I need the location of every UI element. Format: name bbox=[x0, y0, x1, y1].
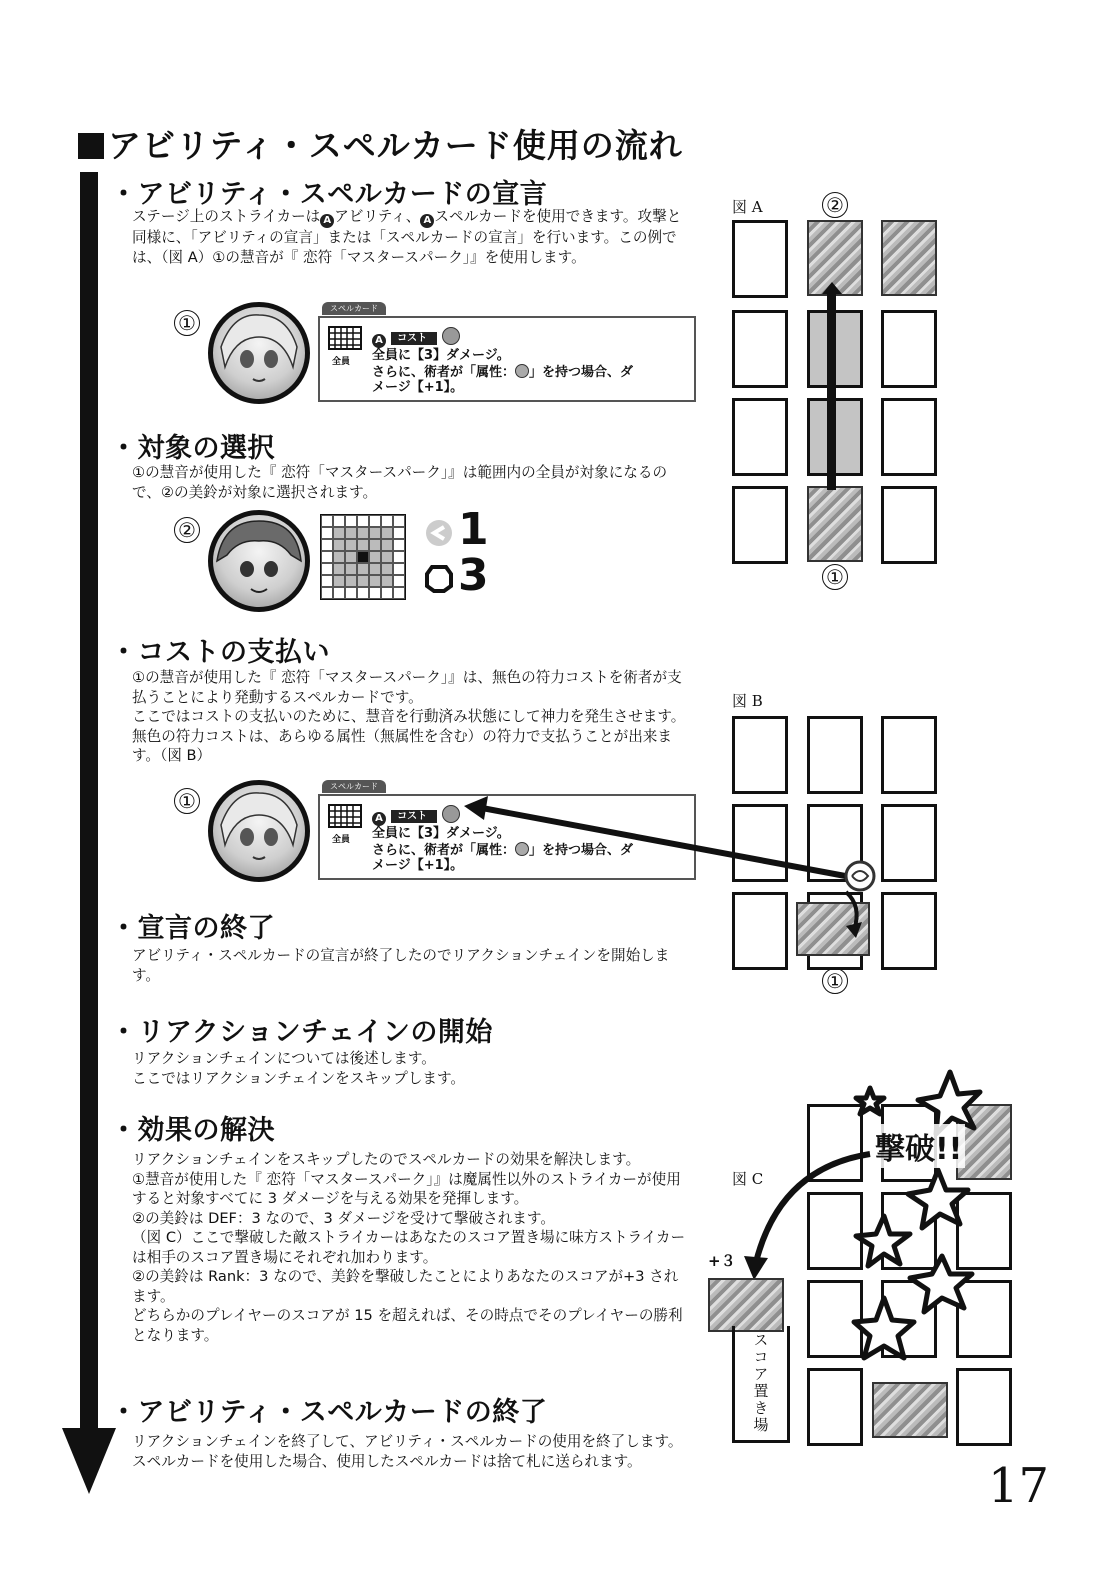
section-heading-chain-start: ・リアクションチェインの開始 bbox=[110, 1017, 493, 1048]
field-slot bbox=[732, 310, 788, 388]
attack-line-arrow-icon bbox=[820, 280, 844, 500]
section-body-declare bbox=[132, 207, 692, 267]
field-slot bbox=[732, 220, 788, 298]
range-label: 全員 bbox=[332, 357, 351, 367]
range-stat-icon bbox=[424, 518, 454, 552]
keine-portrait-b bbox=[208, 780, 310, 882]
spell-a-icon: A bbox=[420, 214, 434, 228]
cost-tag-b: コスト bbox=[391, 810, 437, 823]
page-number: 17 bbox=[988, 1458, 1050, 1514]
field-slot bbox=[881, 398, 937, 476]
card-effect-line1-b: 全員に【3】ダメージ。 bbox=[372, 826, 510, 841]
figure-b-circled-one: ① bbox=[822, 968, 848, 994]
declare-text-2: アビリティ、 bbox=[334, 208, 421, 225]
card-line2-text-b1: さらに、術者が「属性： bbox=[372, 843, 516, 858]
meiling-portrait bbox=[208, 510, 310, 612]
keine-portrait bbox=[208, 302, 310, 404]
declare-text-1: ステージ上のストライカーは bbox=[132, 208, 321, 225]
field-slot bbox=[881, 310, 937, 388]
field-slot bbox=[732, 716, 788, 794]
defeat-label: 撃破!! bbox=[872, 1124, 965, 1168]
section-body-target: ①の慧音が使用した『 恋符「マスタースパーク」』は範囲内の全員が対象になるので、②の美鈴が対象に選択されます。 bbox=[132, 464, 668, 501]
score-plus-label: +３ bbox=[708, 1252, 736, 1270]
figure-a-circled-one: ① bbox=[822, 564, 848, 590]
colorless-cost-icon bbox=[442, 327, 460, 345]
range-label-b: 全員 bbox=[332, 835, 351, 845]
enemy-card-image bbox=[881, 220, 937, 296]
field-slot bbox=[881, 716, 937, 794]
flow-arrow-head-icon bbox=[62, 1428, 116, 1494]
def-stat-value: 3 bbox=[458, 550, 489, 601]
meiling-face-icon bbox=[213, 515, 305, 607]
field-slot bbox=[881, 486, 937, 564]
circled-one-label-b: ① bbox=[174, 788, 200, 814]
card-a-icon-b: A bbox=[372, 812, 386, 826]
card-line2-text-b: 」を持つ場合、ダ bbox=[529, 365, 634, 380]
section-body-cost: ①の慧音が使用した『 恋符「マスタースパーク」』は、無色の符力コストを術者が支払うことにより発動するスペルカードです。 ここではコストの支払いのために、慧音を行動済み状態にして神力を発生させます。無色の符力コストは、あらゆる属性（無属性を含む）の符力で支払うことが出来ます。（図 B） bbox=[132, 669, 686, 764]
figure-c-label: 図 C bbox=[732, 1170, 764, 1188]
card-effect-line3-b: メージ【+1】。 bbox=[372, 858, 464, 873]
score-move-arrow-icon bbox=[730, 1146, 880, 1286]
card-effect-line1: 全員に【3】ダメージ。 bbox=[372, 348, 510, 363]
figure-a-circled-two: ② bbox=[822, 192, 848, 218]
keine-face-icon-b bbox=[213, 785, 305, 877]
attribute-icon bbox=[515, 364, 529, 378]
meiling-card-scored-image bbox=[708, 1278, 784, 1332]
range-grid bbox=[320, 514, 406, 600]
section-heading-declare: ・アビリティ・スペルカードの宣言 bbox=[110, 179, 548, 210]
section-heading-end-declare: ・宣言の終了 bbox=[110, 913, 275, 944]
section-heading-target: ・対象の選択 bbox=[110, 433, 275, 464]
card-a-icon: A bbox=[372, 334, 386, 348]
field-slot bbox=[807, 716, 863, 794]
flow-arrow-shaft bbox=[80, 172, 98, 1432]
field-slot bbox=[881, 892, 937, 970]
keine-face-icon bbox=[213, 307, 305, 399]
spell-card-box bbox=[318, 316, 696, 402]
section-heading-resolve: ・効果の解決 bbox=[110, 1115, 275, 1146]
card-tab: スペルカード bbox=[322, 302, 386, 315]
def-stat-icon bbox=[424, 564, 454, 598]
card-effect-line2 bbox=[372, 364, 633, 380]
section-body-chain-start: リアクションチェインについては後述します。 ここではリアクションチェインをスキップします。 bbox=[132, 1050, 466, 1087]
card-header-row bbox=[372, 326, 460, 348]
field-slot bbox=[732, 398, 788, 476]
colorless-cost-icon-b bbox=[442, 805, 460, 823]
field-slot bbox=[881, 804, 937, 882]
card-line2-text: さらに、術者が「属性： bbox=[372, 365, 516, 380]
section-body-resolve: リアクションチェインをスキップしたのでスペルカードの効果を解決します。 ①慧音が使用した『 恋符「マスタースパーク」』は魔属性以外のストライカーが使用すると対象すべてに 3 ダメージを与える効果を発揮します。 ②の美鈴は DEF：3 なので、3 ダメージを受けて撃破されます。 （図 C）ここで撃破した敵ストライカーはあなたのスコア置き場に味方ストライカーは相手のスコア置き場にそれぞれ加わります。 ②の美鈴は Rank：3 なので、美鈴を撃破したことによりあなたのスコアが+3 されます。 どちらかのプレイヤーのスコアが 15 を超えれば、その時点でそのプレイヤーの勝利となります。 bbox=[132, 1151, 686, 1344]
section-heading-cost: ・コストの支払い bbox=[110, 637, 330, 668]
score-area-label: スコア置き場 bbox=[751, 1332, 770, 1434]
section-body-end-declare: アビリティ・スペルカードの宣言が終了したのでリアクションチェインを開始します。 bbox=[132, 947, 670, 984]
section-heading-finish: ・アビリティ・スペルカードの終了 bbox=[110, 1397, 548, 1428]
ability-a-icon: A bbox=[320, 214, 334, 228]
range-stat-value: 1 bbox=[458, 504, 489, 555]
page-title-text: アビリティ・スペルカード使用の流れ bbox=[108, 126, 683, 165]
figure-b-label: 図 B bbox=[732, 692, 763, 710]
card-line2-text-b2: 」を持つ場合、ダ bbox=[529, 843, 634, 858]
figure-a-label: 図 A bbox=[732, 198, 763, 216]
score-area bbox=[732, 1326, 790, 1443]
declare-text-3: スペルカードを使用できます。攻撃と同様に、「アビリティの宣言」または「スペルカードの宣言」を行います。この例では、（図 A）①の慧音が『 恋符「マスタースパーク」』を使用します。 bbox=[132, 208, 682, 266]
keine-card-rested-image-c bbox=[872, 1382, 948, 1438]
card-header-row-b bbox=[372, 804, 460, 826]
title-square-icon bbox=[78, 133, 104, 159]
cost-payment-arrow-icon bbox=[460, 796, 880, 946]
card-effect-line3: メージ【+1】。 bbox=[372, 380, 464, 395]
page-title bbox=[78, 120, 683, 167]
circled-two-label: ② bbox=[174, 517, 200, 543]
cost-tag: コスト bbox=[391, 332, 437, 345]
circled-one-label: ① bbox=[174, 310, 200, 336]
field-slot bbox=[732, 486, 788, 564]
card-tab-b: スペルカード bbox=[322, 780, 386, 793]
section-body-finish: リアクションチェインを終了して、アビリティ・スペルカードの使用を終了します。スペルカードを使用した場合、使用したスペルカードは捨て札に送られます。 bbox=[132, 1433, 683, 1470]
